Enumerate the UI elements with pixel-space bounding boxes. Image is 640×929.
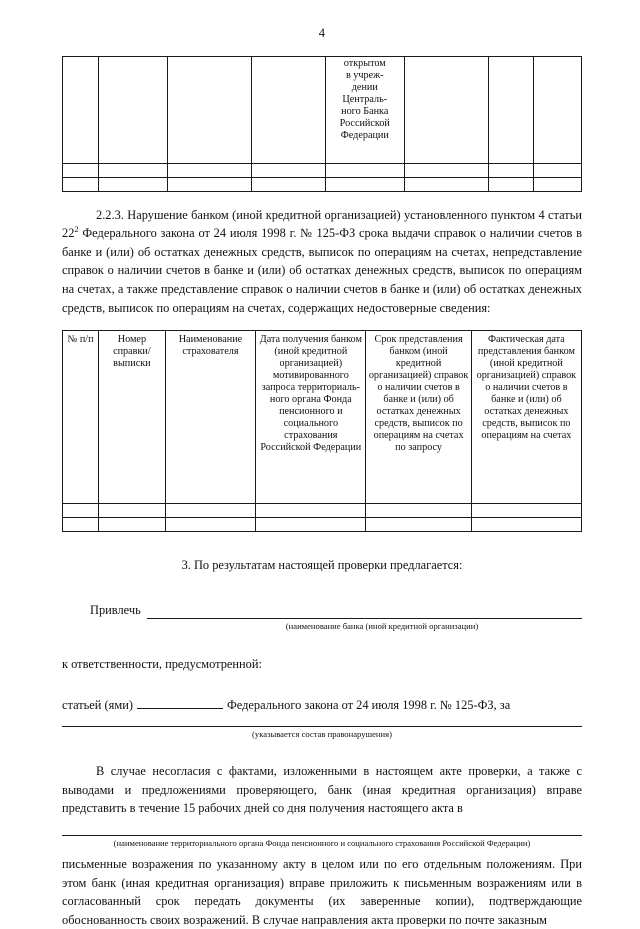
column-header-certificate: Номер справки/ выписки (99, 331, 166, 504)
cell-line: Федерации (340, 129, 389, 141)
column-header-actual-date: Фактическая дата представления банком (иной кредитной организацией) справок о наличии счетов в банке и (или) об остатках денежных средств, выписок по операциям на счетах (471, 331, 581, 504)
cell-line: Российской (339, 117, 390, 129)
paragraph-number: 2.2.3. (96, 207, 124, 222)
table-cell (165, 504, 256, 518)
table-row (63, 56, 582, 163)
table-cell (63, 163, 99, 177)
article-line (62, 695, 582, 715)
table-cell-7 (488, 56, 533, 163)
column-header-insurant: Наименование страхователя (165, 331, 256, 504)
paragraph-disagreement: В случае несогласия с фактами, изложенными в настоящем акте проверки, а также с выводами и предложениями проверяющего, банк (иная кредитная организация) вправе представить в течение 15 рабочих дней со дня получения настоящего акта в (62, 763, 582, 816)
territorial-body-rule[interactable] (62, 834, 582, 836)
paragraph-text-part-2: Федерального закона от 24 июля 1998 г. № 125-ФЗ срока выдачи справок о наличии счетов в банке и (или) об остатках денежных средств, выписок по операциям на счетах, непредставление справок о наличии счетов в банке и (или) об остатках денежных средств, выписок по операциям на счетах, а также представление справок о наличии счетов в банке и (или) об остатках денежных средств, выписок по операциям на счетах, содержащих недостоверные сведения: (62, 226, 582, 315)
cell-line: Централь- (342, 93, 388, 105)
cell-line: ного Банка (341, 105, 389, 117)
table-row-empty (63, 518, 582, 532)
table-cell (63, 518, 99, 532)
cell-line: в учреж- (345, 69, 384, 81)
table-cell (165, 518, 256, 532)
paragraph-objections: письменные возражения по указанному акту в целом или по его отдельным положениям. При этом банк (иная кредитная организация) вправе приложить к письменным возражениям или в согласованный срок передать документы (их заверенные копии), подтверждающие обоснованность своих возражений. В случае направления акта проверки по почте заказным (62, 856, 582, 927)
table-cell-2 (99, 56, 167, 163)
article-blank-field[interactable] (137, 695, 223, 709)
paragraph-2-2-3 (62, 206, 582, 318)
table-row-empty (63, 163, 582, 177)
page-number: 4 (318, 26, 326, 40)
table-header-row (63, 331, 582, 504)
table-cell (251, 177, 325, 191)
continued-accounts-table (62, 56, 582, 192)
table-cell (99, 518, 166, 532)
attract-caption: (наименование банка (иной кредитной организации) (285, 621, 479, 632)
attract-blank-field[interactable] (147, 603, 582, 619)
table-cell (63, 177, 99, 191)
column-header-number: № п/п (63, 331, 99, 504)
liability-line: к ответственности, предусмотренной: (62, 656, 262, 671)
column-header-due-date: Срок представления банком (иной кредитной организацией) справок о наличии счетов в банке и (или) об остатках денежных средств, выписок по операциям на счетах по запросу (366, 331, 471, 504)
table-cell (167, 163, 251, 177)
offence-composition-caption: (указывается состав правонарушения) (252, 728, 392, 739)
table-cell-6 (404, 56, 488, 163)
table-cell (256, 504, 366, 518)
table-cell-5-filled (325, 56, 404, 163)
violations-table (62, 330, 582, 532)
table-cell-3 (167, 56, 251, 163)
table-cell (471, 518, 581, 532)
table-cell (488, 163, 533, 177)
table-cell (99, 177, 167, 191)
table-cell (99, 163, 167, 177)
table-cell (366, 504, 471, 518)
table-cell (251, 163, 325, 177)
table-cell (366, 518, 471, 532)
article-tail-text: Федерального закона от 24 июля 1998 г. № 125-ФЗ, за (226, 698, 511, 713)
table-cell-8 (533, 56, 581, 163)
attract-row (62, 601, 582, 620)
table-cell (325, 177, 404, 191)
table-cell (488, 177, 533, 191)
article-lead-label: статьей (ями) (62, 698, 133, 713)
table-cell-4 (251, 56, 325, 163)
section-3-heading: 3. По результатам настоящей проверки предлагается: (181, 558, 463, 573)
article-superscript: 2 (74, 223, 79, 234)
offence-composition-rule[interactable] (62, 725, 582, 727)
territorial-body-caption: (наименование территориального органа Фонда пенсионного и социального страхования Российской Федерации) (113, 837, 531, 848)
table-cell (167, 177, 251, 191)
table-row-empty (63, 504, 582, 518)
table-cell (404, 163, 488, 177)
table-cell (256, 518, 366, 532)
table-cell (99, 504, 166, 518)
table-cell (471, 504, 581, 518)
table-cell (533, 177, 581, 191)
table-cell-1 (63, 56, 99, 163)
paragraph-text-part-1: Нарушение банком (иной кредитной организацией) установленного пунктом 4 статьи 22 (62, 207, 582, 241)
table-cell (533, 163, 581, 177)
cell-line: дении (351, 81, 378, 93)
table-cell (404, 177, 488, 191)
cell-line: открытом (343, 57, 386, 69)
table-cell (63, 504, 99, 518)
column-header-request-date: Дата получения банком (иной кредитной организацией) мотивированного запроса территориаль-ного органа Фонда пенсионного и социального страхования Российской Федерации (256, 331, 366, 504)
table-row-empty (63, 177, 582, 191)
table-cell (325, 163, 404, 177)
attract-label: Привлечь (90, 602, 141, 617)
